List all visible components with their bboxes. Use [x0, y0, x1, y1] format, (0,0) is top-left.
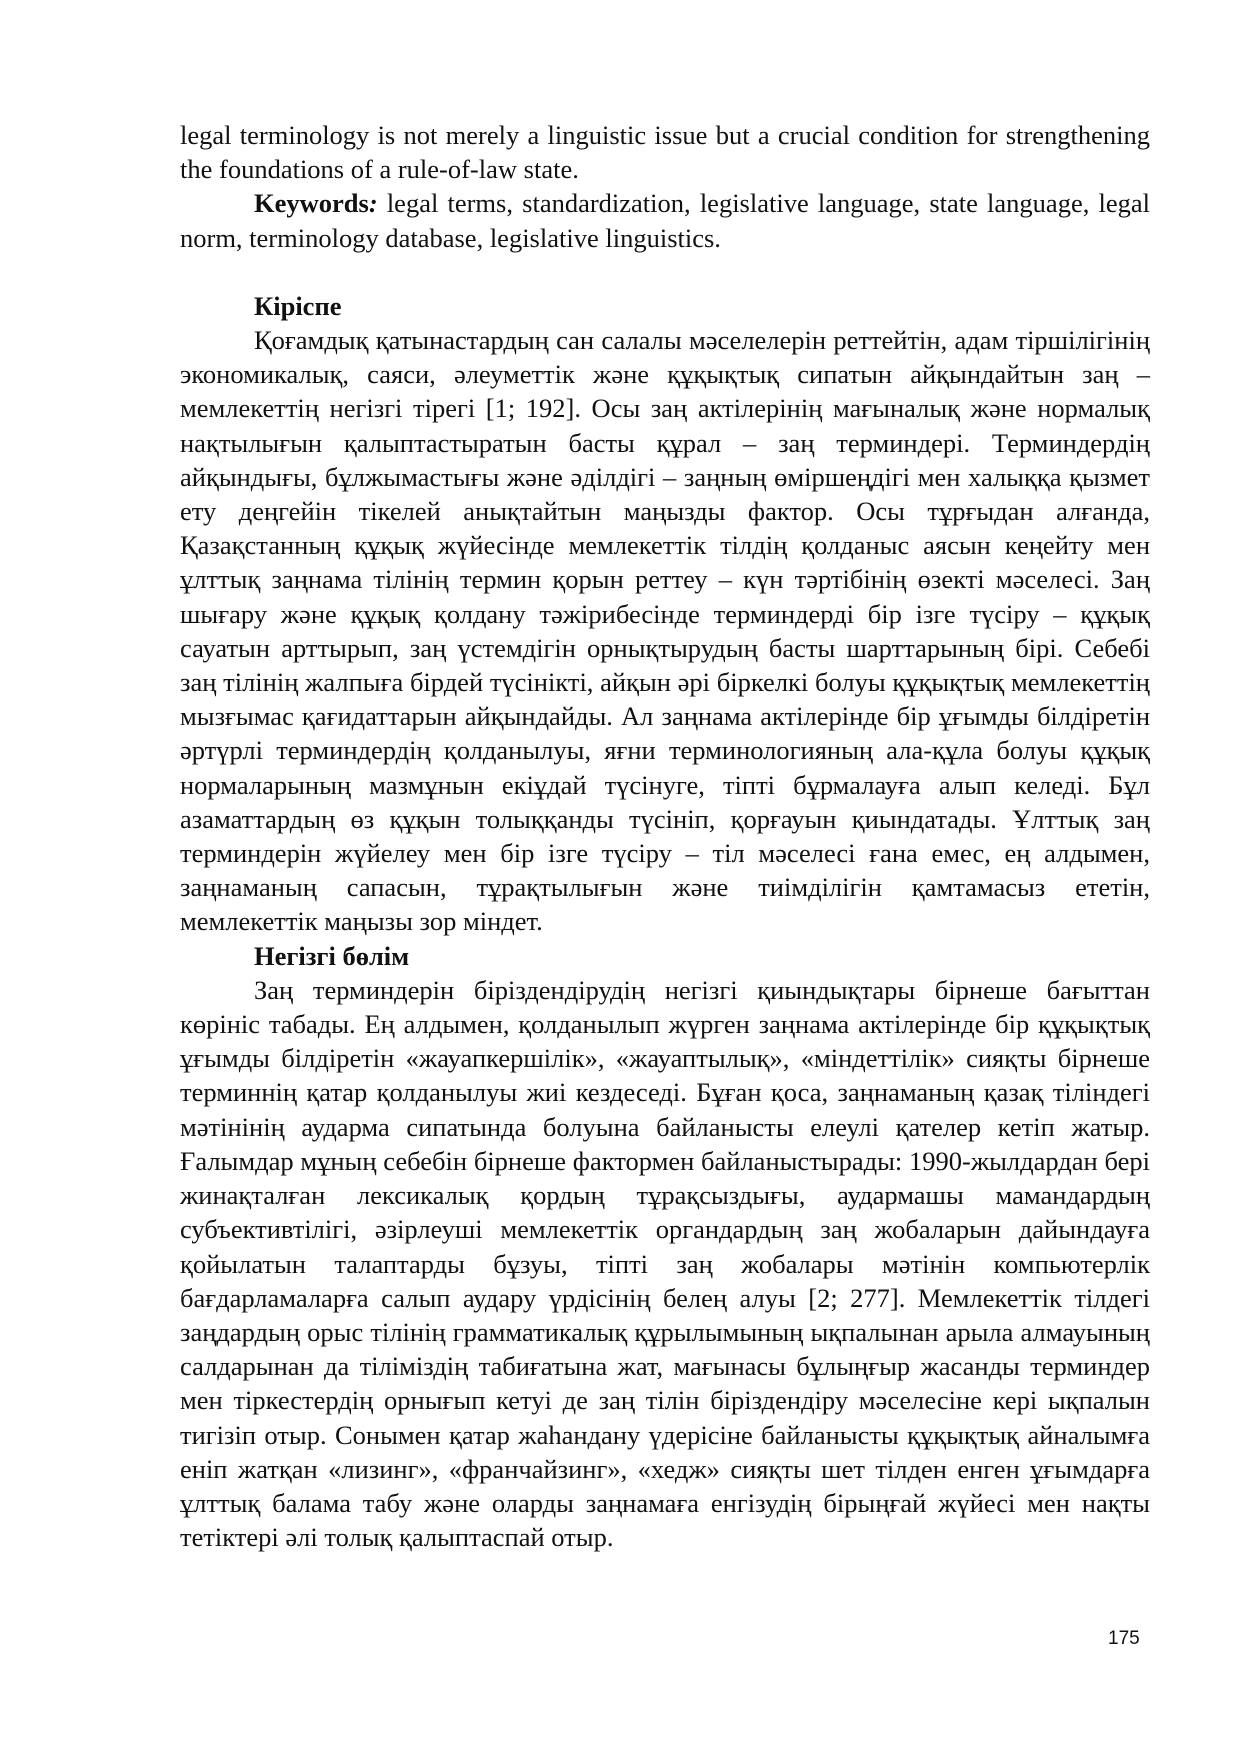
abstract-continuation: legal terminology is not merely a linguistic issue but a crucial condition for strengthening the foundations of a rule-of-law state. [180, 120, 1150, 185]
keywords-colon: : [368, 188, 378, 219]
main-heading: Негізгі бөлім [254, 940, 410, 971]
page-number: 175 [1108, 1628, 1140, 1649]
intro-paragraph: Қоғамдық қатынастардың сан салалы мәселелерін реттейтін, адам тіршілігінің экономикалық, саяси, әлеуметтік және құқықтық сипатын айқындайтын заң – мемлекеттің негізгі тірегі [1; 192]. Осы заң актілерінің мағыналық және нормалық нақтылығын қалыптастыратын басты құрал – заң терминдері. Терминдердің айқындығы, бұлжымастығы және әділдігі – заңның өміршеңдігі мен халыққа қызмет ету деңгейін тікелей анықтайтын маңызды фактор. Осы тұрғыдан алғанда, Қазақстанның құқық жүйесінде мемлекеттік тілдің қолданыс аясын кеңейту мен ұлттық заңнама тілінің термин қорын реттеу – күн тәртібінің өзекті мәселесі. Заң шығару және құқық қолдану тәжірибесінде терминдерді бір ізге түсіру – құқық сауатын арттырып, заң үстемдігін орнықтырудың басты шарттарының бірі. Себебі заң тілінің жалпыға бірдей түсінікті, айқын әрі біркелкі болуы құқықтық мемлекеттің мызғымас қағидаттарын айқындайды. Ал заңнама актілерінде бір ұғымды білдіретін әртүрлі терминдердің қолданылуы, яғни терминологияның ала-құла болуы құқық нормаларының мазмұнын екіұдай түсінуге, тіпті бұрмалауға алып келеді. Бұл азаматтардың өз құқын толыққанды түсініп, қорғауын қиындатады. Ұлттық заң терминдерін жүйелеу мен бір ізге түсіру – тіл мәселесі ғана емес, ең алдымен, заңнаманың сапасын, тұрақтылығын және тиімділігін қамтамасыз ететін, мемлекеттік маңызы зор міндет. [180, 325, 1150, 937]
keywords-text: legal terms, standardization, legislative language, state language, legal norm, terminology database, legislative linguistics. [180, 188, 1150, 253]
intro-heading: Кіріспе [254, 290, 342, 321]
document-page [180, 118, 1150, 1554]
section-spacer [180, 255, 1150, 289]
keywords-label: Keywords [254, 188, 369, 219]
keywords-paragraph [180, 186, 1150, 254]
main-paragraph: Заң терминдерін біріздендірудің негізгі қиындықтары бірнеше бағыттан көрініс табады. Ең алдымен, қолданылып жүрген заңнама актілерінде бір құқықтық ұғымды білдіретін «жауапкершілік», «жауаптылық», «міндеттілік» сияқты бірнеше терминнің қатар қолданылуы жиі кездеседі. Бұған қоса, заңнаманың қазақ тіліндегі мәтінінің аударма сипатында болуына байланысты елеулі қателер кетіп жатыр. Ғалымдар мұның себебін бірнеше фактормен байланыстырады: 1990-жылдардан бері жинақталған лексикалық қордың тұрақсыздығы, аудармашы мамандардың субъективтілігі, әзірлеуші мемлекеттік органдардың заң жобаларын дайындауға қойылатын талаптарды бұзуы, тіпті заң жобалары мәтінін компьютерлік бағдарламаларға салып аудару үрдісінің белең алуы [2; 277]. Мемлекеттік тілдегі заңдардың орыс тілінің грамматикалық құрылымының ықпалынан арыла алмауының салдарынан да тіліміздің табиғатына жат, мағынасы бұлыңғыр жасанды терминдер мен тіркестердің орнығып кетуі де заң тілін біріздендіру мәселесіне кері ықпалын тигізіп отыр. Сонымен қатар жаһандану үдерісіне байланысты құқықтық айналымға еніп жатқан «лизинг», «франчайзинг», «хедж» сияқты шет тілден енген ұғымдарға ұлттық балама табу және оларды заңнамаға енгізудің бірыңғай жүйесі мен нақты тетіктері әлі толық қалыптаспай отыр. [180, 974, 1150, 1553]
